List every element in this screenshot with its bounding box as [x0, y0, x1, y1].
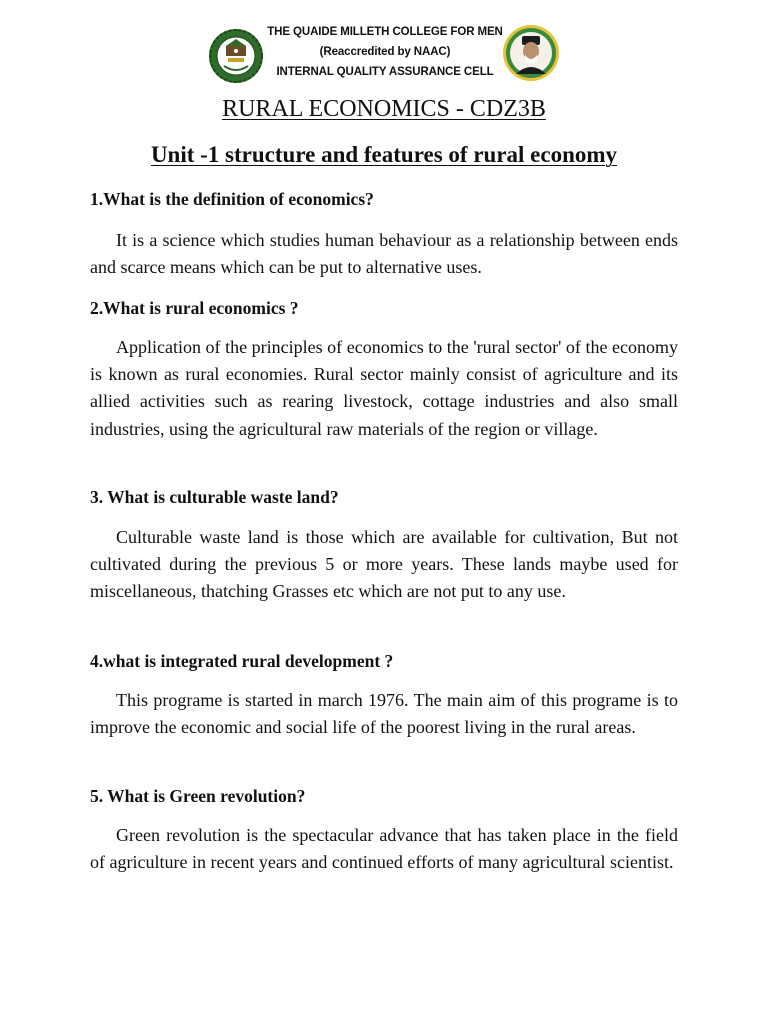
answer-5: Green revolution is the spectacular advance that has taken place in the field of agriculture in recent years and continued efforts of many agricultural scientist.: [90, 825, 678, 873]
iqac-text: INTERNAL QUALITY ASSURANCE CELL: [276, 66, 494, 78]
question-2: 2.What is rural economics ?: [90, 298, 299, 318]
answer-3: Culturable waste land is those which are available for cultivation, But not cultivated during the previous 5 or more years. These lands maybe used for miscellaneous, thatching Grasses etc which are not put to any use.: [90, 527, 678, 602]
answer-2: Application of the principles of economics to the 'rural sector' of the economy is known as rural economies. Rural sector mainly consist of agriculture and its allied activities such as rearing livestock, cottage industries and also small industries, using the agricultural raw materials of the region or village.: [90, 337, 678, 439]
question-5: 5. What is Green revolution?: [90, 786, 306, 806]
question-1: 1.What is the definition of economics?: [90, 189, 374, 209]
college-name: THE QUAIDE MILLETH COLLEGE FOR MEN: [267, 26, 503, 38]
unit-heading: Unit -1 structure and features of rural economy: [150, 142, 618, 167]
document-header: [200, 18, 570, 90]
accreditation-text: (Reaccredited by NAAC): [319, 46, 451, 58]
answer-4: This programe is started in march 1976. The main aim of this programe is to improve the economic and social life of the poorest living in the rural areas.: [90, 690, 678, 738]
answer-1: It is a science which studies human behaviour as a relationship between ends and scarce means which can be put to alternative uses.: [90, 230, 678, 278]
question-4: 4.what is integrated rural development ?: [90, 651, 394, 671]
question-3: 3. What is culturable waste land?: [90, 487, 339, 507]
college-emblem-icon: [208, 28, 264, 84]
page-title: RURAL ECONOMICS - CDZ3B: [222, 96, 546, 122]
founder-portrait-icon: [502, 24, 560, 82]
